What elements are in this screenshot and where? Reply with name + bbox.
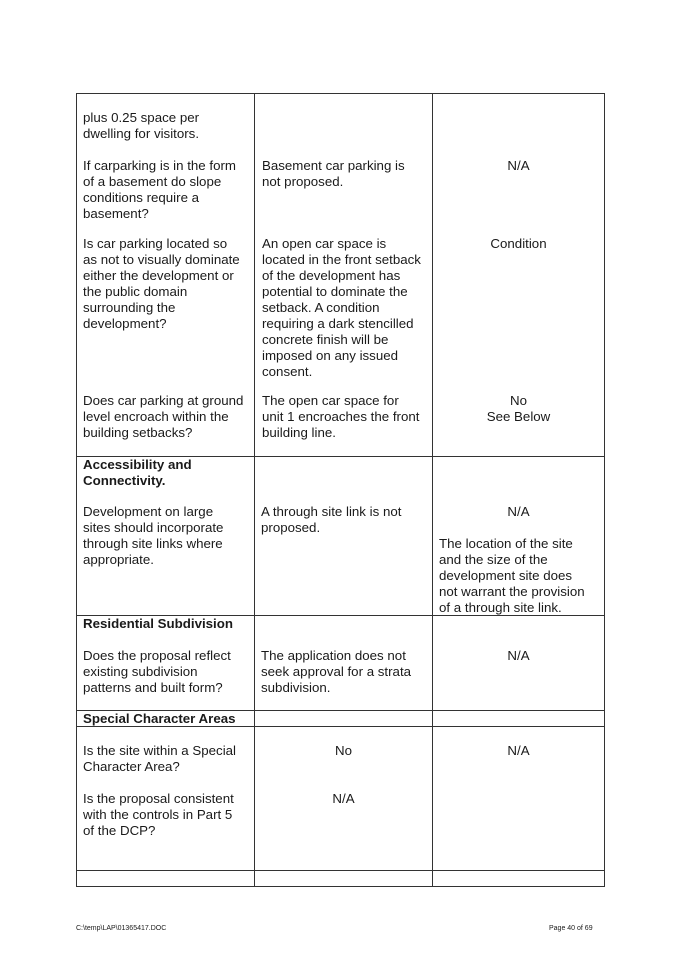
column-divider <box>432 93 433 887</box>
column-divider <box>254 93 255 887</box>
basement-comment: Basement car parking is not proposed. <box>262 158 405 189</box>
special-area-compliance: N/A <box>507 743 530 758</box>
visitor-parking-text: plus 0.25 space per dwelling for visitors. <box>83 110 200 141</box>
row-divider <box>76 870 604 871</box>
basement-compliance: N/A <box>507 158 530 173</box>
subdivision-compliance: N/A <box>507 648 530 663</box>
subdivision-question: Does the proposal reflect existing subdivision patterns and built form? <box>83 648 231 695</box>
compliance-table <box>76 93 604 886</box>
dcp-consistency-question: Is the proposal consistent with the controls in Part 5 of the DCP? <box>83 791 234 838</box>
dominate-compliance: Condition <box>490 236 547 251</box>
accessibility-note: The location of the site and the size of the development site does not warrant the provision of a through site link. <box>439 536 585 615</box>
accessibility-question: Development on large sites should incorporate through site links where appropriate. <box>83 504 224 567</box>
special-area-question: Is the site within a Special Character Area? <box>83 743 236 774</box>
basement-question: If carparking is in the form of a basement do slope conditions require a basement? <box>83 158 236 221</box>
column-divider <box>604 93 605 887</box>
accessibility-heading: Accessibility and Connectivity. <box>83 457 192 488</box>
dominate-question: Is car parking located so as not to visually dominate either the development or the public domain surrounding the development? <box>83 236 240 331</box>
subdivision-comment: The application does not seek approval for a strata subdivision. <box>261 648 412 695</box>
dominate-comment: An open car space is located in the front setback of the development has potential to dominate the setback. A condition requiring a dark stencilled concrete finish will be imposed on any issued consent. <box>262 236 421 379</box>
table-border-bottom <box>76 886 604 887</box>
ground-level-compliance: No See Below <box>486 393 551 424</box>
accessibility-compliance: N/A <box>507 504 530 519</box>
subdivision-heading: Residential Subdivision <box>83 616 233 631</box>
table-border-top <box>76 93 604 94</box>
footer-file-path: C:\temp\LAP\01365417.DOC <box>76 925 167 932</box>
ground-level-comment: The open car space for unit 1 encroaches the front building line. <box>262 393 420 440</box>
special-area-answer: No <box>335 743 352 758</box>
special-character-heading: Special Character Areas <box>83 711 236 726</box>
column-divider <box>76 93 77 887</box>
accessibility-comment: A through site link is not proposed. <box>261 504 402 535</box>
footer-page-number: Page 40 of 69 <box>549 925 593 932</box>
dcp-consistency-answer: N/A <box>332 791 355 806</box>
ground-level-question: Does car parking at ground level encroach within the building setbacks? <box>83 393 244 440</box>
